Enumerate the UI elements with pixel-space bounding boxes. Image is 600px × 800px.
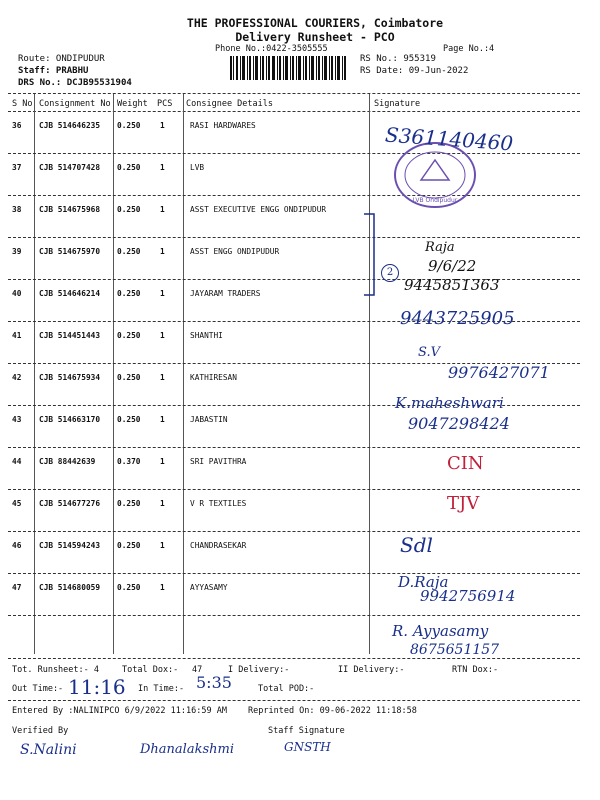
verifier-signature: S.Nalini xyxy=(20,742,77,758)
staff-signature: GNSTH xyxy=(284,740,331,754)
rs-number: RS No.: 955319 xyxy=(360,54,436,64)
col-header-sno: S No xyxy=(12,99,33,109)
row-consignment-number: CJB 514663170 xyxy=(39,415,101,424)
row-consignment-number: CJB 514646235 xyxy=(39,121,101,130)
row-serial-number: 41 xyxy=(12,331,22,340)
row-consignment-number: CJB 514675934 xyxy=(39,373,101,382)
row-serial-number: 40 xyxy=(12,289,22,298)
signature-row-42-name: K.maheshwari xyxy=(395,394,504,412)
row-consignee: KATHIRESAN xyxy=(190,373,237,382)
table-row-divider xyxy=(8,573,580,574)
rs-date: RS Date: 09-Jun-2022 xyxy=(360,66,469,76)
col-header-pcs: PCS xyxy=(157,99,173,109)
row-pcs: 1 xyxy=(160,583,165,592)
row-serial-number: 42 xyxy=(12,373,22,382)
col-header-weight: Weight xyxy=(117,99,148,109)
row-pcs: 1 xyxy=(160,541,165,550)
rtn-dox: RTN Dox:- xyxy=(452,665,499,675)
row-weight: 0.250 xyxy=(117,121,141,130)
row-weight: 0.250 xyxy=(117,163,141,172)
row-serial-number: 39 xyxy=(12,247,22,256)
footer-top-rule xyxy=(8,658,580,659)
out-time-handwritten: 11:16 xyxy=(68,675,126,699)
row-serial-number: 44 xyxy=(12,457,22,466)
staff-signature-label: Staff Signature xyxy=(268,726,345,736)
signature-row-40: 9443725905 xyxy=(400,308,515,329)
barcode-image xyxy=(230,56,346,80)
signature-row-42-phone: 9047298424 xyxy=(408,414,510,433)
row-serial-number: 36 xyxy=(12,121,22,130)
out-time-label: Out Time:- xyxy=(12,684,64,694)
row-weight: 0.250 xyxy=(117,289,141,298)
total-dox-value: 47 xyxy=(192,665,203,675)
signature-row-47-name: R. Ayyasamy xyxy=(392,622,489,640)
staff: Staff: PRABHU xyxy=(18,66,89,76)
row-consignee: ASST ENGG ONDIPUDUR xyxy=(190,247,280,256)
row-weight: 0.250 xyxy=(117,247,141,256)
row-consignment-number: CJB 514675968 xyxy=(39,205,101,214)
row-consignment-number: CJB 514646214 xyxy=(39,289,101,298)
row-serial-number: 46 xyxy=(12,541,22,550)
footer-mid-rule xyxy=(8,700,580,701)
col-divider xyxy=(113,94,114,654)
table-row-divider xyxy=(8,447,580,448)
row-weight: 0.250 xyxy=(117,331,141,340)
row-consignee: ASST EXECUTIVE ENGG ONDIPUDUR xyxy=(190,205,327,214)
row-serial-number: 43 xyxy=(12,415,22,424)
row-consignment-number: CJB 514675970 xyxy=(39,247,101,256)
table-row-divider xyxy=(8,237,580,238)
in-time-handwritten: 5:35 xyxy=(196,673,232,692)
row-pcs: 1 xyxy=(160,499,165,508)
signature-row-41-name: S.V xyxy=(418,345,440,360)
row-consignee: JABASTIN xyxy=(190,415,228,424)
signature-row-39-phone: 9445851363 xyxy=(404,276,500,294)
signature-row-39-date: 9/6/22 xyxy=(428,257,477,275)
col-divider xyxy=(369,94,370,654)
signature-row-45: Sdl xyxy=(400,533,433,557)
in-time-label: In Time:- xyxy=(138,684,185,694)
row-serial-number: 45 xyxy=(12,499,22,508)
circled-number-2: 2 xyxy=(381,264,399,282)
row-weight: 0.250 xyxy=(117,541,141,550)
row-consignee: LVB xyxy=(190,163,205,172)
i-delivery: I Delivery:- xyxy=(228,665,290,675)
row-consignment-number: CJB 514451443 xyxy=(39,331,101,340)
row-consignee: CHANDRASEKAR xyxy=(190,541,247,550)
row-weight: 0.250 xyxy=(117,415,141,424)
row-consignee: AYYASAMY xyxy=(190,583,228,592)
row-pcs: 1 xyxy=(160,457,165,466)
signature-row-43: CIN xyxy=(447,453,484,474)
svg-text:LVB Ondipudur: LVB Ondipudur xyxy=(412,197,458,204)
signature-row-44: TJV xyxy=(447,493,480,514)
verifier-signature-2: Dhanalakshmi xyxy=(140,742,234,757)
table-row-divider xyxy=(8,531,580,532)
document-subtitle: Delivery Runsheet - PCO xyxy=(235,30,395,44)
table-top-rule xyxy=(8,93,580,94)
row-pcs: 1 xyxy=(160,205,165,214)
row-consignment-number: CJB 88442639 xyxy=(39,457,96,466)
row-consignment-number: CJB 514680059 xyxy=(39,583,101,592)
row-serial-number: 38 xyxy=(12,205,22,214)
row-consignment-number: CJB 514594243 xyxy=(39,541,101,550)
row-pcs: 1 xyxy=(160,247,165,256)
signature-scribble: Raja xyxy=(425,240,455,255)
row-consignee: JAYARAM TRADERS xyxy=(190,289,261,298)
signature-row-36: S361140460 xyxy=(384,122,514,156)
row-pcs: 1 xyxy=(160,163,165,172)
table-row-divider xyxy=(8,489,580,490)
col-divider xyxy=(34,94,35,654)
col-header-consignment: Consignment No xyxy=(39,99,111,109)
table-header-rule xyxy=(8,111,580,112)
row-consignee: RASI HARDWARES xyxy=(190,121,256,130)
total-pod: Total POD:- xyxy=(258,684,315,694)
reprinted-on: Reprinted On: 09-06-2022 11:18:58 xyxy=(248,706,417,716)
row-consignment-number: CJB 514707428 xyxy=(39,163,101,172)
row-weight: 0.250 xyxy=(117,583,141,592)
row-consignee: SHANTHI xyxy=(190,331,223,340)
row-weight: 0.250 xyxy=(117,205,141,214)
phone-number: Phone No.:0422-3505555 xyxy=(215,44,328,54)
company-title: THE PROFESSIONAL COURIERS, Coimbatore xyxy=(186,16,444,30)
total-dox-label: Total Dox:- xyxy=(122,665,179,675)
col-header-consignee: Consignee Details xyxy=(186,99,273,109)
entered-by: Entered By :NALINIPCO 6/9/2022 11:16:59 AM xyxy=(12,706,227,716)
page-number: Page No.:4 xyxy=(443,44,495,54)
row-pcs: 1 xyxy=(160,373,165,382)
signature-row-46-name: D.Raja xyxy=(398,573,449,591)
row-consignee: V R TEXTILES xyxy=(190,499,247,508)
row-serial-number: 37 xyxy=(12,163,22,172)
signature-row-46-phone: 9942756914 xyxy=(420,587,516,605)
col-divider xyxy=(183,94,184,654)
row-serial-number: 47 xyxy=(12,583,22,592)
table-row-divider xyxy=(8,615,580,616)
verified-by: Verified By xyxy=(12,726,69,736)
row-weight: 0.370 xyxy=(117,457,141,466)
row-weight: 0.250 xyxy=(117,373,141,382)
total-runsheet: Tot. Runsheet:- 4 xyxy=(12,665,99,675)
signature-row-47-phone: 8675651157 xyxy=(410,642,500,658)
row-consignment-number: CJB 514677276 xyxy=(39,499,101,508)
row-weight: 0.250 xyxy=(117,499,141,508)
row-pcs: 1 xyxy=(160,289,165,298)
drs-number: DRS No.: DCJB95531904 xyxy=(18,78,132,88)
row-pcs: 1 xyxy=(160,415,165,424)
row-pcs: 1 xyxy=(160,331,165,340)
bracket-mark xyxy=(360,212,384,297)
ii-delivery: II Delivery:- xyxy=(338,665,405,675)
col-header-signature: Signature xyxy=(374,99,421,109)
route: Route: ONDIPUDUR xyxy=(18,54,105,64)
row-pcs: 1 xyxy=(160,121,165,130)
signature-row-41-phone: 9976427071 xyxy=(448,363,550,382)
row-consignee: SRI PAVITHRA xyxy=(190,457,247,466)
